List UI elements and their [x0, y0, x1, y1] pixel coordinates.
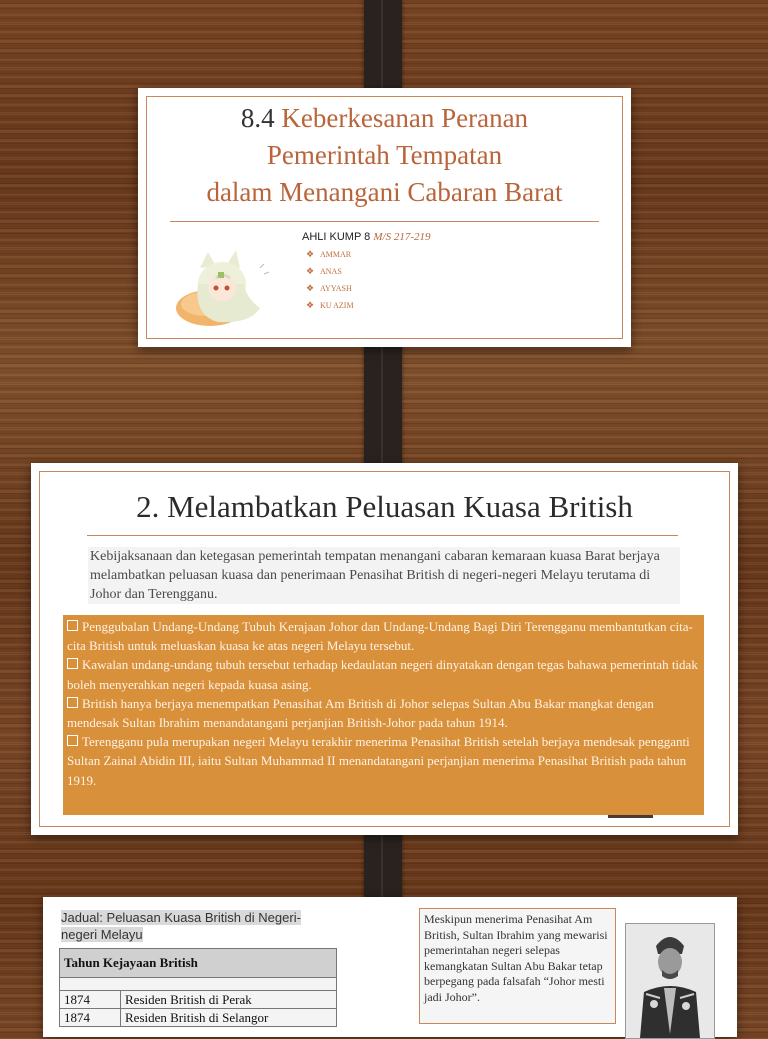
anime-cat-girl-illustration [160, 238, 298, 333]
intro-paragraph: Kebijaksanaan dan ketegasan pemerintah tempatan menangani cabaran kemaraan kuasa Barat berjaya melambatkan peluasan kuasa dan penerimaan Penasihat British di negeri-negeri Melayu terutama di Johor dan Terengganu. [88, 547, 680, 604]
slide-table-card [43, 897, 737, 1037]
sultan-portrait-photo [625, 923, 715, 1039]
caption-text: Jadual: Peluasan Kuasa British di Negeri-negeri Melayu [61, 910, 301, 942]
table-cell-event: Residen British di Selangor [121, 1009, 337, 1027]
list-item [67, 655, 700, 693]
member-name: AYYASH [320, 284, 352, 293]
list-item [300, 297, 500, 314]
list-item [300, 263, 500, 280]
member-name: ANAS [320, 267, 342, 276]
list-item [67, 732, 700, 790]
title-line-1: Keberkesanan Peranan [281, 103, 529, 133]
list-item [300, 280, 500, 297]
list-item [67, 617, 700, 655]
slide-heading: 2. Melambatkan Peluasan Kuasa British [136, 489, 633, 524]
table-caption [61, 909, 321, 943]
list-item [300, 246, 500, 263]
slide-title [158, 100, 611, 211]
table-row [60, 991, 337, 1009]
diamond-bullet-icon: ❖ [305, 266, 315, 276]
page-reference: M/S 217-219 [373, 231, 431, 243]
table-header: Tahun Kejayaan British [60, 949, 337, 978]
diamond-bullet-icon: ❖ [305, 300, 315, 310]
point-text: Kawalan undang-undang tubuh tersebut terhadap kedaulatan negeri dinyatakan dengan tegas bahawa pemerintah tidak boleh menyerahkan negeri kepada kuasa asing. [67, 657, 698, 692]
slide-content-card [31, 463, 738, 835]
checkbox-bullet-icon [67, 620, 78, 631]
note-box: Meskipun menerima Penasihat Am British, Sultan Ibrahim yang mewarisi pemerintahan negeri selepas kemangkatan Sultan Abu Bakar tetap berpegang pada falsafah “Johor mesti jadi Johor”. [419, 908, 616, 1024]
slide-accent-bar [608, 815, 653, 818]
member-name: AMMAR [320, 250, 352, 259]
slide-title-card [138, 88, 631, 347]
checkbox-bullet-icon [67, 658, 78, 669]
title-line-3: dalam Menangani Cabaran Barat [206, 177, 563, 207]
diamond-bullet-icon: ❖ [305, 249, 315, 259]
table-cell-year: 1874 [60, 1009, 121, 1027]
title-divider [170, 221, 599, 222]
heading-divider [87, 535, 678, 536]
hanging-strap-top [364, 0, 402, 92]
key-points-box [63, 615, 704, 815]
title-line-2: Pemerintah Tempatan [266, 140, 503, 170]
table-cell-year: 1874 [60, 991, 121, 1009]
title-number: 8.4 [240, 103, 275, 133]
point-text: Penggubalan Undang-Undang Tubuh Kerajaan Johor dan Undang-Undang Bagi Diri Terengganu membantutkan cita-cita British untuk meluaskan kuasa ke atas negeri Melayu tersebut. [67, 619, 693, 654]
group-label: AHLI KUMP 8 [302, 231, 371, 243]
checkbox-bullet-icon [67, 697, 78, 708]
diamond-bullet-icon: ❖ [305, 283, 315, 293]
hanging-strap-middle [364, 330, 402, 480]
table-cell-event: Residen British di Perak [121, 991, 337, 1009]
expansion-table [59, 948, 337, 1027]
point-text: British hanya berjaya menempatkan Penasihat Am British di Johor selepas Sultan Abu Bakar mangkat dengan mendesak Sultan Ibrahim menandatangani perjanjian British-Johor pada tahun 1914. [67, 695, 654, 731]
member-name: KU AZIM [320, 301, 354, 310]
checkbox-bullet-icon [67, 735, 78, 746]
point-text: Terengganu pula merupakan negeri Melayu terakhir menerima Penasihat British setelah berjaya mendesak pengganti Sultan Zainal Abidin III, iaitu Sultan Muhammad II menandatangani perjanjian menerima Penasihat British pada tahun 1919. [67, 734, 690, 788]
group-members [300, 231, 500, 314]
list-item [67, 694, 700, 732]
